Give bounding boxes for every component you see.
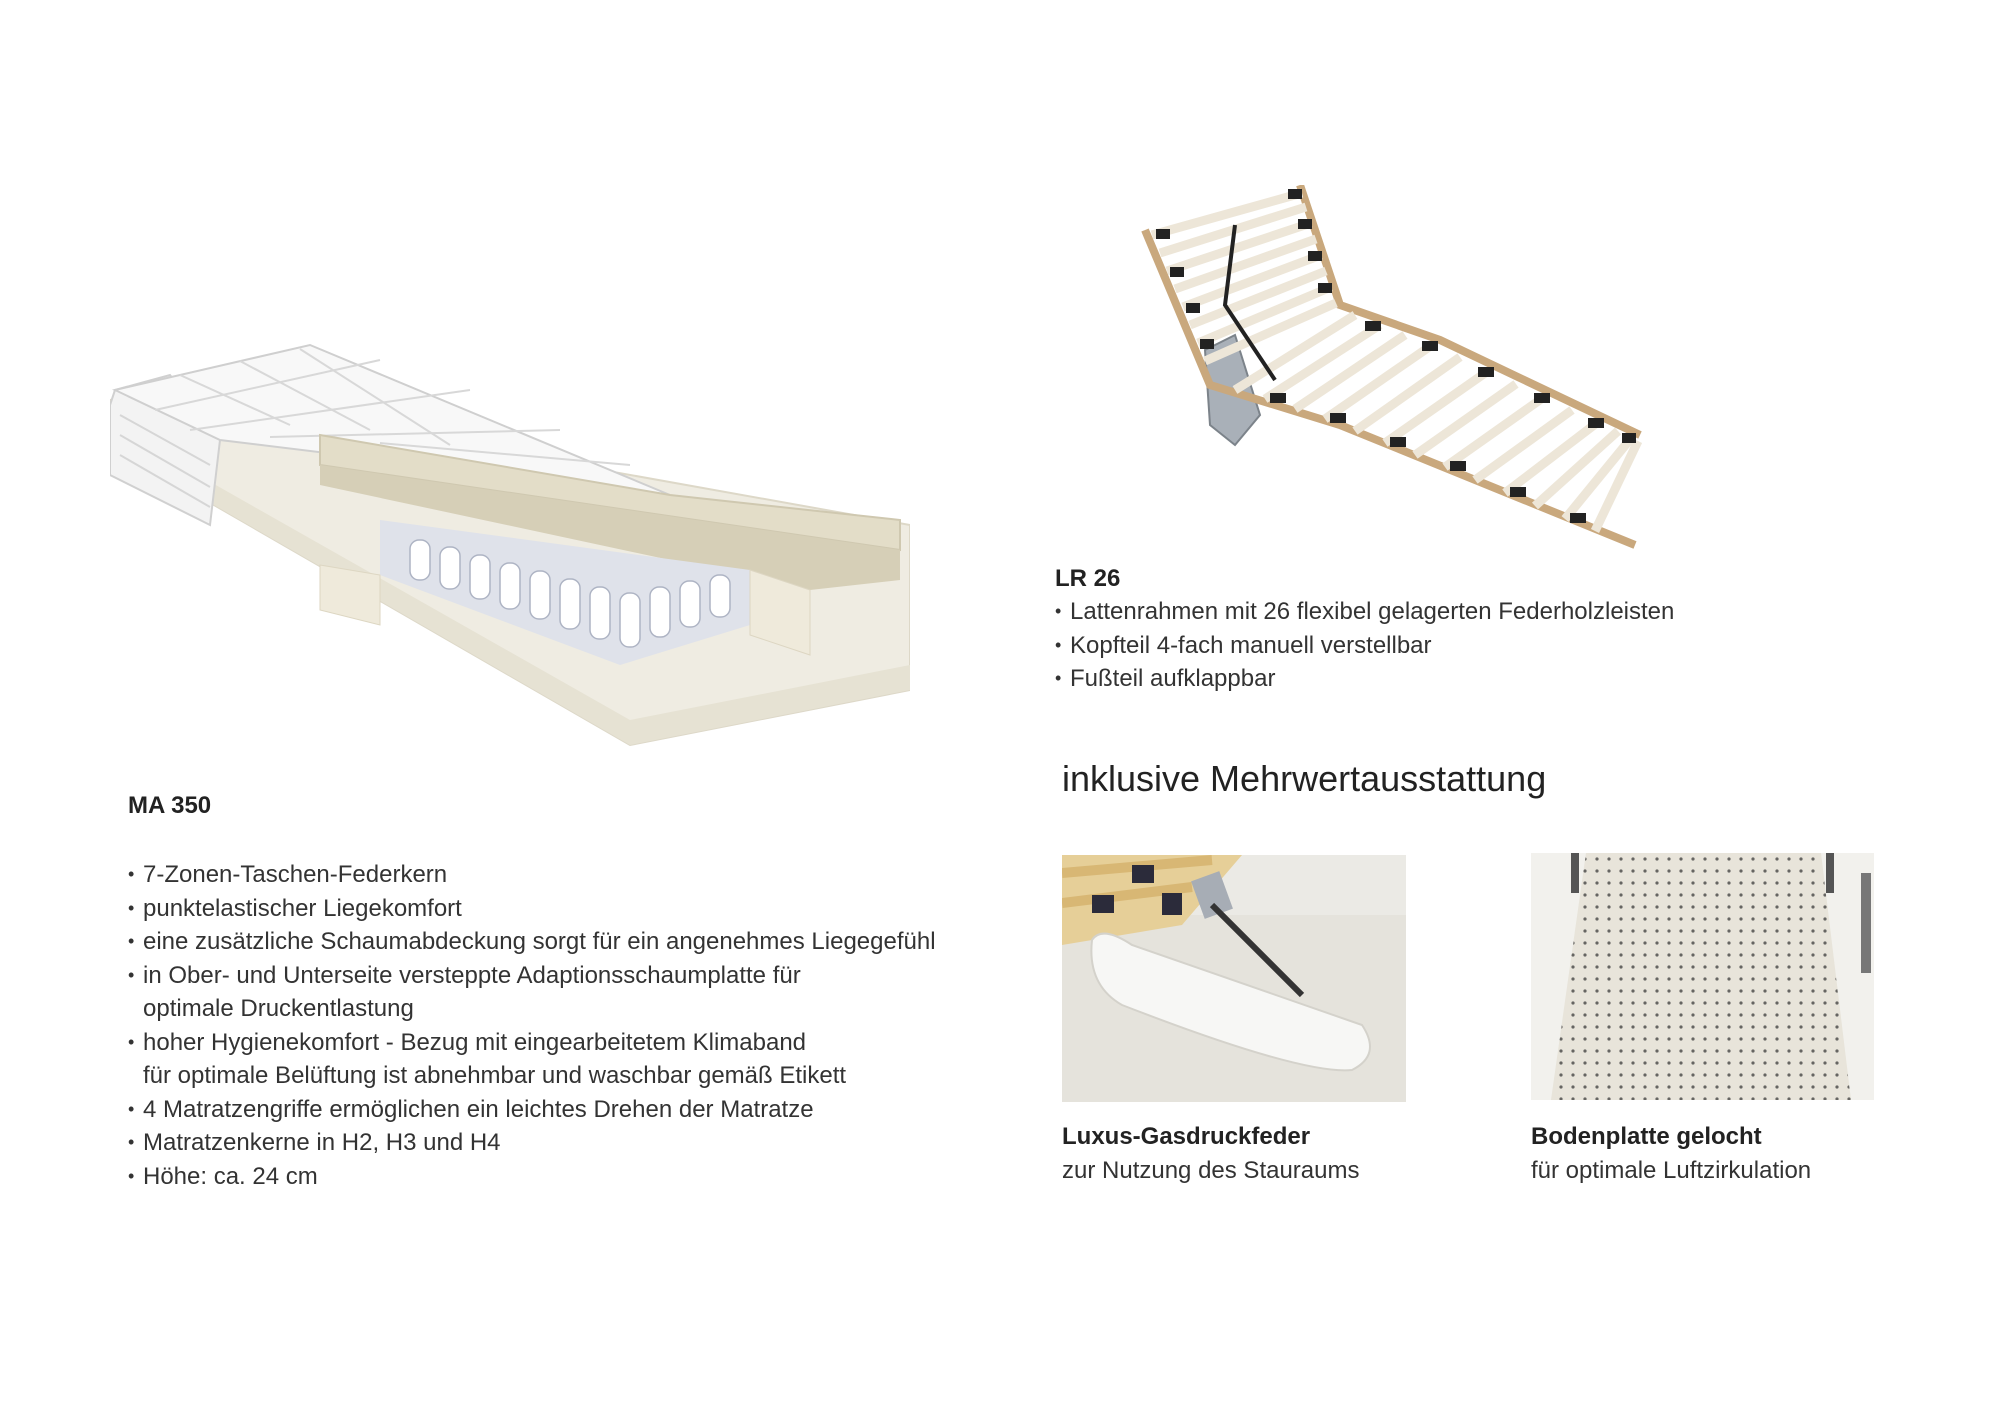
perforated-base-photo xyxy=(1531,853,1874,1100)
list-item: • in Ober- und Unterseite versteppte Adaptionsschaumplatte für xyxy=(128,959,936,993)
slatted-frame-image xyxy=(1140,185,1650,560)
mattress-feature-list xyxy=(128,858,936,1193)
list-item: • 7-Zonen-Taschen-Federkern xyxy=(128,858,936,892)
frame-title: LR 26 xyxy=(1055,565,1121,592)
gas-spring-caption xyxy=(1062,1123,1359,1185)
mattress-image xyxy=(110,335,910,755)
mattress-title: MA 350 xyxy=(128,792,212,819)
list-item-continuation: optimale Druckentlastung xyxy=(143,995,414,1022)
perforated-base-title: Bodenplatte gelocht xyxy=(1531,1123,1762,1150)
perforated-base-caption xyxy=(1531,1123,1811,1185)
gas-spring-title: Luxus-Gasdruckfeder xyxy=(1062,1123,1311,1150)
list-item: • Kopfteil 4-fach manuell verstellbar xyxy=(1055,629,1674,663)
list-item: • eine zusätzliche Schaumabdeckung sorgt für ein angenehmes Liegegefühl xyxy=(128,925,936,959)
list-item-continuation: für optimale Belüftung ist abnehmbar und waschbar gemäß Etikett xyxy=(143,1062,847,1089)
list-item: • Matratzenkerne in H2, H3 und H4 xyxy=(128,1126,936,1160)
list-item: • Lattenrahmen mit 26 flexibel gelagerten Federholzleisten xyxy=(1055,595,1674,629)
list-item: • Fußteil aufklappbar xyxy=(1055,662,1674,696)
list-item: • Höhe: ca. 24 cm xyxy=(128,1160,936,1194)
extras-heading: inklusive Mehrwertausstattung xyxy=(1062,758,1547,799)
frame-feature-list xyxy=(1055,595,1674,696)
perforated-base-subtitle: für optimale Luftzirkulation xyxy=(1531,1157,1812,1184)
list-item: • punktelastischer Liegekomfort xyxy=(128,892,936,926)
list-item: • hoher Hygienekomfort - Bezug mit eingearbeitetem Klimaband xyxy=(128,1026,936,1060)
gas-spring-photo xyxy=(1062,855,1406,1102)
gas-spring-subtitle: zur Nutzung des Stauraums xyxy=(1062,1157,1360,1184)
list-item: • 4 Matratzengriffe ermöglichen ein leichtes Drehen der Matratze xyxy=(128,1093,936,1127)
